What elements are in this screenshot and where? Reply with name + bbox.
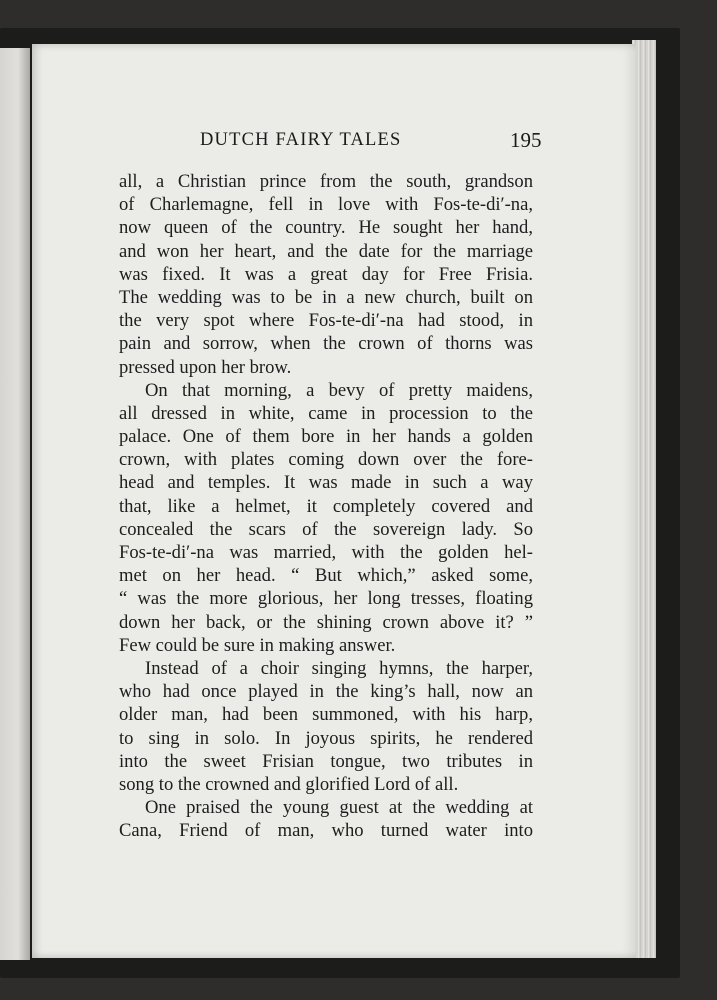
text-line: older man, had been summoned, with his harp, (119, 704, 533, 726)
text-line: head and temples. It was made in such a way (119, 472, 533, 494)
text-line: concealed the scars of the sovereign lady. So (119, 518, 533, 540)
text-line: One praised the young guest at the wedding at (145, 797, 533, 819)
text-line: met on her head. “ But which,” asked some, (119, 565, 533, 587)
text-line: was fixed. It was a great day for Free Frisia. (119, 263, 533, 285)
text-line: Fos-te-di′-na was married, with the golden hel- (119, 542, 533, 563)
text-line: palace. One of them bore in her hands a golden (119, 426, 533, 448)
text-line: Instead of a choir singing hymns, the harper, (145, 657, 533, 679)
text-line: and won her heart, and the date for the marriage (119, 240, 533, 262)
text-line: all dressed in white, came in procession to the (119, 402, 533, 424)
text-line: pressed upon her brow. (119, 356, 292, 378)
text-line: song to the crowned and glorified Lord of all. (119, 773, 459, 795)
text-line: to sing in solo. In joyous spirits, he rendered (119, 727, 533, 749)
text-line: On that morning, a bevy of pretty maidens, (145, 379, 533, 401)
text-line: “ was the more glorious, her long tresses, floating (119, 588, 533, 610)
book-page (32, 44, 636, 958)
page-number: 195 (510, 128, 542, 152)
text-line: pain and sorrow, when the crown of thorns was (119, 333, 533, 355)
text-line: down her back, or the shining crown above it? ” (119, 611, 533, 633)
text-line: Few could be sure in making answer. (119, 634, 396, 656)
text-line: of Charlemagne, fell in love with Fos-te-di′-na, (119, 194, 533, 216)
running-head-title: DUTCH FAIRY TALES (200, 130, 402, 150)
text-line: now queen of the country. He sought her hand, (119, 217, 533, 239)
text-line: all, a Christian prince from the south, grandson (119, 171, 533, 192)
text-line: the very spot where Fos-te-di′-na had stood, in (119, 310, 533, 332)
facing-page-edge (0, 48, 30, 960)
text-line: crown, with plates coming down over the fore- (119, 449, 533, 471)
text-line: The wedding was to be in a new church, built on (119, 286, 533, 308)
running-head (32, 128, 636, 158)
body-text (119, 170, 533, 842)
text-line: who had once played in the king’s hall, now an (119, 681, 533, 703)
text-line: that, like a helmet, it completely covered and (119, 495, 533, 517)
text-line: Cana, Friend of man, who turned water into (119, 820, 533, 842)
text-line: into the sweet Frisian tongue, two tributes in (119, 750, 533, 772)
